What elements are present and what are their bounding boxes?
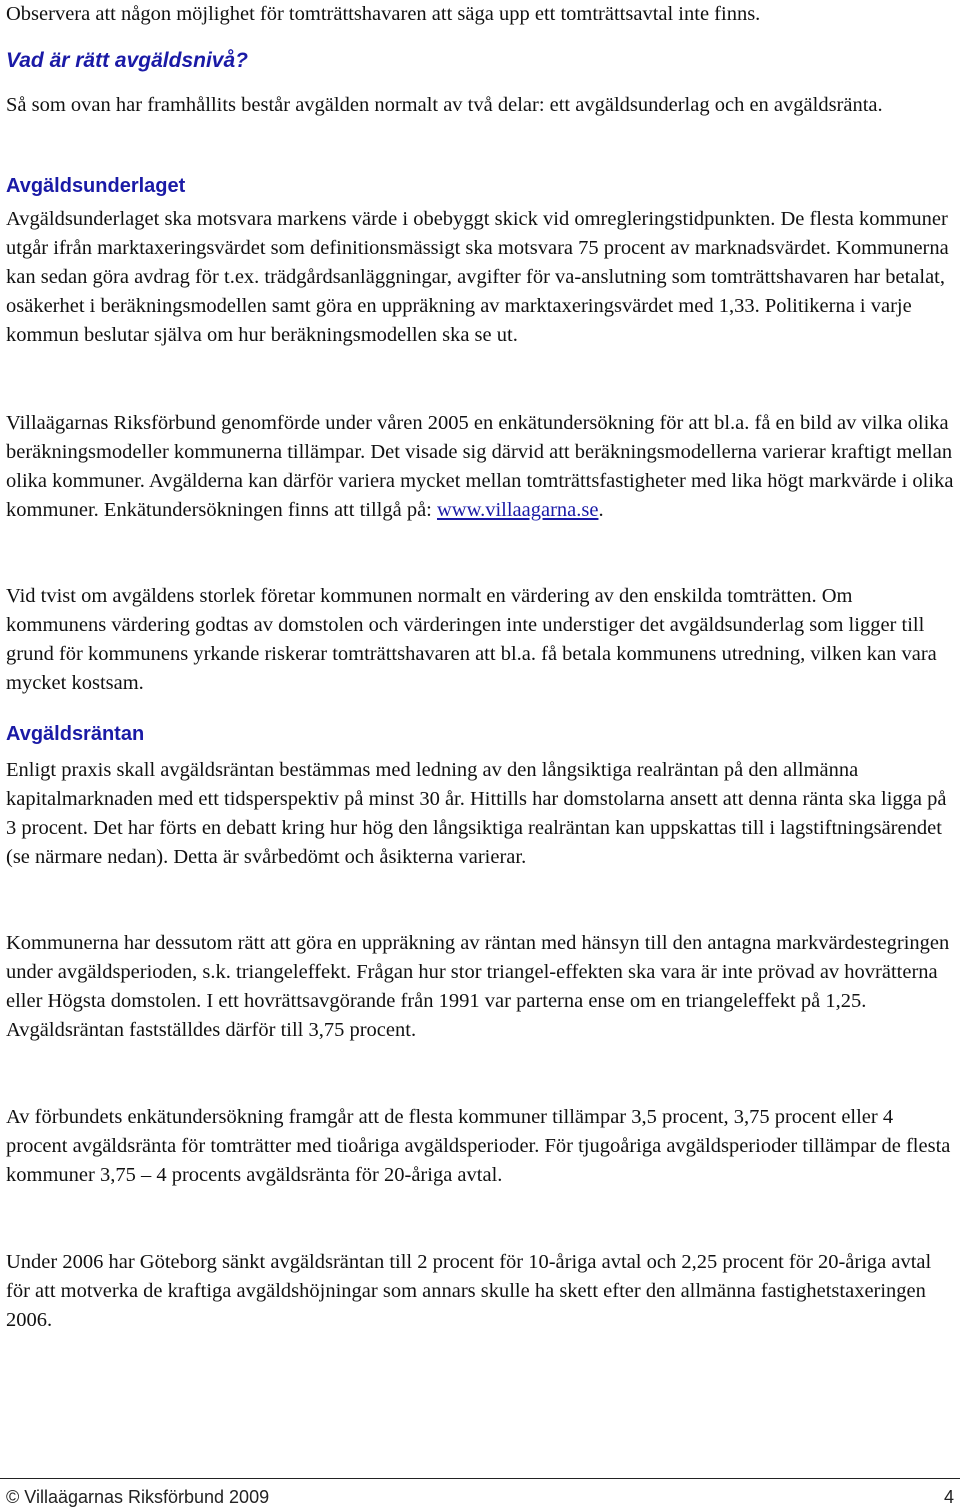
paragraph-ranta-1: Enligt praxis skall avgäldsräntan bestämmas med ledning av den långsiktiga realräntan på den allmänna kapitalmarknaden med ett tidsperspektiv på minst 30 år. Hittills har domstolarna ansett att denna ränta ska ligga på 3 procent. Det har förts en debatt kring hur hög den långsiktiga realräntan kan uppskattas till i lagstiftningsärendet (se närmare nedan). Detta är svårbedömt och åsikterna varierar. <box>6 759 947 868</box>
footer-page-number: 4 <box>943 1487 954 1507</box>
paragraph-underlag-3: Vid tvist om avgäldens storlek företar kommunen normalt en värdering av den enskilda tomträtten. Om kommunens värdering godtas av domstolen och värderingen inte understiger det avgäldsunderlag som ligger till grund för kommunens yrkande riskerar tomträttshavaren att bl.a. få betala kommunens utredning, vilken kan vara mycket kostsam. <box>6 585 937 694</box>
paragraph-ranta-3: Av förbundets enkätundersökning framgår att de flesta kommuner tillämpar 3,5 procent, 3,75 procent eller 4 procent avgäldsränta för tomträtter med tioåriga avgäldsperioder. För tjugoåriga avgäldsperioder tillämpar de flesta kommuner 3,75 – 4 procents avgäldsränta för 20-åriga avtal. <box>6 1106 951 1186</box>
subheading-avgaldsrantan: Avgäldsräntan <box>6 723 145 745</box>
paragraph-ranta-4: Under 2006 har Göteborg sänkt avgäldsräntan till 2 procent för 10-åriga avtal och 2,25 procent för 20-åriga avtal för att motverka de kraftiga avgäldshöjningar som annars skulle ha skett efter den allmänna fastighetstaxeringen 2006. <box>6 1251 932 1331</box>
paragraph-underlag-2-end: . <box>598 499 604 521</box>
paragraph-underlag-2 <box>6 409 954 525</box>
paragraph-ranta-2: Kommunerna har dessutom rätt att göra en uppräkning av räntan med hänsyn till den antagna markvärdestegringen under avgäldsperioden, s.k. triangeleffekt. Frågan hur stor triangel-effekten ska vara är inte prövad av hovrätterna eller Högsta domstolen. I ett hovrättsavgörande från 1991 var parterna ense om en triangeleffekt på 1,25. Avgäldsräntan fastställdes därför till 3,75 procent. <box>6 932 950 1041</box>
villaagarna-link[interactable]: www.villaagarna.se <box>437 499 599 521</box>
footer-copyright: © Villaägarnas Riksförbund 2009 <box>6 1487 270 1507</box>
paragraph-underlag-1: Avgäldsunderlaget ska motsvara markens värde i obebyggt skick vid omregleringstidpunkten. De flesta kommuner utgår ifrån marktaxeringsvärdet som definitionsmässigt ska motsvara 75 procent av marknadsvärdet. Kommunerna kan sedan göra avdrag för t.ex. trädgårdsanläggningar, avgifter för va-anslutning som tomträttshavaren har betalat, osäkerhet i beräkningsmodellen samt göra en uppräkning av marktaxeringsvärdet med 1,33. Politikerna i varje kommun beslutar själva om hur beräkningsmodellen ska se ut. <box>6 208 949 346</box>
section-title: Vad är rätt avgäldsnivå? <box>6 49 248 72</box>
subheading-avgaldsunderlaget: Avgäldsunderlaget <box>6 175 186 197</box>
section-intro: Så som ovan har framhållits består avgälden normalt av två delar: ett avgäldsunderlag och en avgäldsränta. <box>6 94 883 116</box>
intro-line: Observera att någon möjlighet för tomträttshavaren att säga upp ett tomträttsavtal inte finns. <box>6 3 761 25</box>
footer-divider <box>0 1478 960 1479</box>
paragraph-underlag-2-text: Villaägarnas Riksförbund genomförde under våren 2005 en enkätundersökning för att bl.a. få en bild av vilka olika beräkningsmodeller kommunerna tillämpar. Det visade sig därvid att beräkningsmodellerna varierar kraftigt mellan olika kommuner. Avgälderna kan därför variera mycket mellan tomträttsfastigheter med lika högt markvärde i olika kommuner. Enkätundersökningen finns att tillgå på: <box>6 412 954 521</box>
